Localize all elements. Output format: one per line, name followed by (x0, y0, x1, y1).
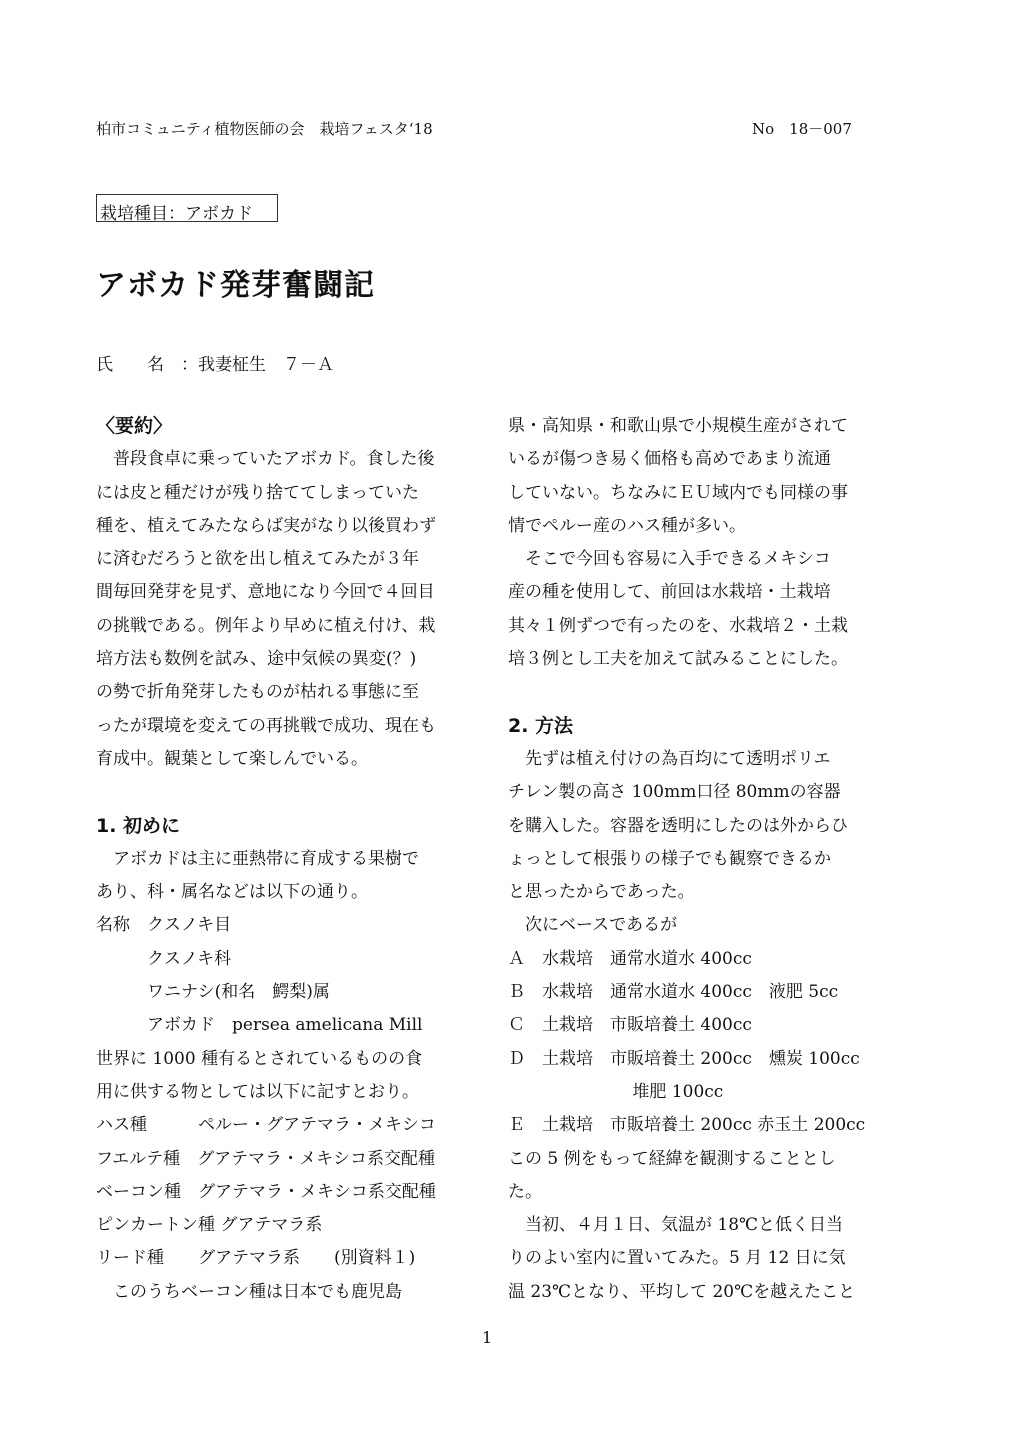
text-line: 当初、４月１日、気温が 18℃と低く日当 (508, 1215, 844, 1236)
text-line: ょっとして根張りの様子でも観察できるか (508, 848, 831, 869)
text-line: 其々１例ずつで有ったのを、水栽培２・土栽 (508, 615, 848, 636)
text-line: た。 (508, 1181, 542, 1202)
text-line: 堆肥 100cc (508, 1081, 724, 1102)
text-line: の勢で折角発芽したものが枯れる事態に至 (96, 682, 419, 703)
text-line: ったが環境を変えての再挑戦で成功、現在も (96, 715, 436, 736)
section-heading: 2. 方法 (508, 714, 574, 737)
text-line: と思ったからであった。 (508, 882, 695, 903)
header-left: 柏市コミュニティ植物医師の会 栽培フェスタ‘18 (96, 120, 433, 138)
text-line: アボカド persea amelicana Mill (96, 1015, 423, 1036)
text-line: 培方法も数例を試み、途中気候の異変(？) (96, 649, 417, 670)
text-line: 世界に 1000 種有るとされているものの食 (96, 1048, 423, 1069)
text-line: 先ずは植え付けの為百均にて透明ポリエ (508, 748, 831, 769)
text-line: フエルテ種 グアテマラ・メキシコ系交配種 (96, 1148, 435, 1169)
text-line: 県・高知県・和歌山県で小規模生産がされて (508, 416, 848, 436)
text-line: を購入した。容器を透明にしたのは外からひ (508, 815, 848, 836)
text-line: に済むだろうと欲を出し植えてみたが３年 (96, 549, 419, 570)
text-line: には皮と種だけが残り捨ててしまっていた (96, 482, 419, 503)
text-line: Ｂ 水栽培 通常水道水 400cc 液肥 5cc (508, 982, 839, 1003)
text-line: 培３例とし工夫を加えて試みることにした。 (508, 649, 848, 670)
text-line: あり、科・属名などは以下の通り。 (96, 882, 368, 903)
section-heading: 1. 初めに (96, 814, 181, 837)
text-line: 育成中。観葉として楽しんでいる。 (96, 748, 368, 769)
document-title: アボカド発芽奮闘記 (96, 268, 375, 303)
text-line: いるが傷つき易く価格も高めであまり流通 (508, 449, 831, 470)
text-line: Ｅ 土栽培 市販培養土 200cc 赤玉土 200cc (508, 1115, 866, 1136)
text-line: Ｄ 土栽培 市販培養土 200cc 燻炭 100cc (508, 1048, 860, 1069)
text-line: りのよい室内に置いてみた。5 月 12 日に気 (508, 1248, 846, 1269)
text-line: 用に供する物としては以下に記すとおり。 (96, 1081, 419, 1102)
text-line: アボカドは主に亜熱帯に育成する果樹で (96, 848, 419, 869)
text-line: チレン製の高さ 100mm口径 80mmの容器 (508, 782, 841, 803)
text-line: ハス種 ペルー・グアテマラ・メキシコ (96, 1115, 436, 1136)
text-line: 情でペルー産のハス種が多い。 (508, 515, 746, 536)
text-line: Ｃ 土栽培 市販培養土 400cc (508, 1015, 752, 1036)
text-line: ピンカートン種 グアテマラ系 (96, 1215, 323, 1236)
text-line (96, 776, 474, 809)
text-line: このうちベーコン種は日本でも鹿児島 (96, 1281, 402, 1302)
text-line: 普段食卓に乗っていたアボカド。食した後 (96, 449, 435, 470)
text-line: 次にベースであるが (508, 915, 678, 936)
right-column (508, 410, 886, 1309)
left-column (96, 410, 474, 1309)
text-line: していない。ちなみにＥＵ域内でも同様の事 (508, 482, 848, 503)
text-line: そこで今回も容易に入手できるメキシコ (508, 549, 831, 570)
category-box: 栽培種目：アボカド (96, 194, 278, 222)
text-line: 間毎回発芽を見ず、意地になり今回で４回目 (96, 582, 435, 603)
text-line: 産の種を使用して、前回は水栽培・土栽培 (508, 582, 831, 603)
text-line: 温 23℃となり、平均して 20℃を越えたこと (508, 1281, 856, 1302)
text-line: 種を、植えてみたならば実がなり以後買わず (96, 515, 436, 536)
header-right: No 18－007 (752, 120, 852, 138)
text-line: この 5 例をもって経緯を観測することとし (508, 1148, 836, 1169)
text-line: の挑戦である。例年より早めに植え付け、栽 (96, 615, 436, 636)
text-line: ワニナシ(和名 鰐梨)属 (96, 982, 330, 1003)
text-line: 名称 クスノキ目 (96, 915, 232, 936)
page-number: 1 (482, 1328, 493, 1347)
section-heading: 〈要約〉 (96, 415, 173, 437)
text-line: Ａ 水栽培 通常水道水 400cc (508, 948, 752, 969)
text-line: ベーコン種 グアテマラ・メキシコ系交配種 (96, 1181, 436, 1202)
text-line (508, 676, 886, 709)
text-line: クスノキ科 (96, 948, 232, 969)
text-line: リード種 グアテマラ系 (別資料１) (96, 1248, 416, 1269)
author-line: 氏 名 ：我妻柾生 ７－Ａ (96, 355, 334, 375)
